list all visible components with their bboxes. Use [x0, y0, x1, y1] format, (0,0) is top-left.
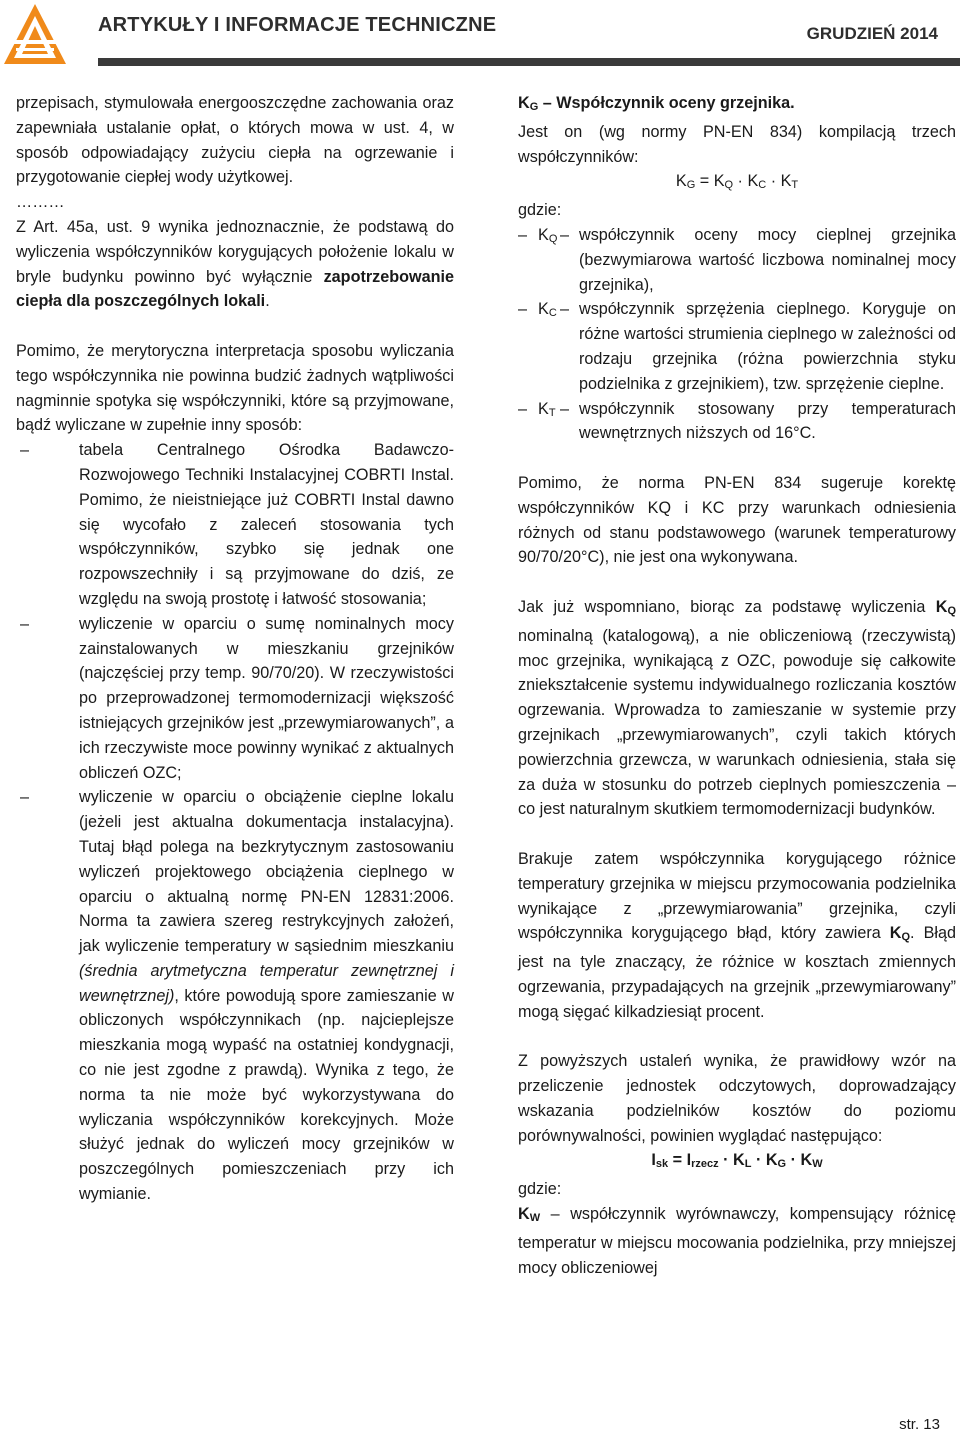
gdzie-label-2: gdzie: — [518, 1180, 562, 1199]
right-p4-start: Brakuje zatem współczynnika korygującego różnice temperatury grzejnika w miejscu przymocowania podzielnika wynikające z „przewymiarowania” grzejnika, czyli współczynnika korygującego błąd, który zawiera — [518, 849, 956, 943]
right-p3-rest: nominalną (katalogową), a nie obliczeniową (rzeczywistą) moc grzejnika, wynikającą z OZC, powoduje się całkowite zniekształcenie systemu indywidualnego rozliczania kosztów ogrzewania. Wprowadza to zamieszanie w systemie przy grzejnikach „przewymiarowanych”, czyli takich których powierzchnia grzewcza, w warunkach odniesienia, stała się za duża w stosunku do potrzeb cieplnych pomieszczenia – co jest naturalnym skutkiem termomodernizacji budynków. — [518, 626, 956, 819]
header-rule — [98, 58, 960, 66]
left-paragraph-2 — [16, 215, 454, 314]
right-p4-rest: . Błąd jest na tyle znaczący, że różnice w kosztach zmiennych ogrzewania, przypadających na grzejnik „przewymiarowany” mogą sięgać kilkadziesiąt procent. — [518, 924, 956, 1021]
kw-definition: $K_W$ – współczynnik wyrównawczy, kompensujący różnicę temperatur w miejscu mocowania podzielnika, przy mniejszej mocy obliczeniowej — [518, 1205, 957, 1277]
page-header — [0, 0, 960, 66]
list-item-text: wyliczenie w oparciu o obciążenie cieplne lokalu (jeżeli jest aktualna dokumentacja instalacyjna). Tutaj błąd polega na bezkrytycznym zastosowaniu wyliczeń projektowego obciążenia cieplnego w oparciu o aktualną normę PN-EN 12831:2006. Norma ta zawiera szereg restrykcyjnych założeń, jak wyliczenie temperatury w sąsiednim mieszkaniu — [79, 788, 454, 956]
left-ellipsis: ……… — [16, 193, 65, 212]
left-p2-end: . — [265, 292, 270, 311]
left-p2-text: Z Art. 45a, ust. 9 wynika jednoznacznie, że podstawą do wyliczenia współczynników korygujących położenie lokalu w bryle budynku powinno być wyłącznie — [16, 217, 454, 286]
right-paragraph-3: Jak już wspomniano, biorąc za podstawę wyliczenia $K_Q$ nominalną (katalogową), a nie obliczeniową (rzeczywistą) moc grzejnika, wynikającą z OZC, powoduje się całkowite zniekształcenie systemu indywidualnego rozliczania kosztów ogrzewania. Wprowadza to zamieszanie w systemie przy grzejnikach „przewymiarowanych”, czyli takich których powierzchnia grzewcza, w warunkach odniesienia, stała się za duża w stosunku do potrzeb cieplnych pomieszczenia – co jest naturalnym skutkiem termomodernizacji budynków. — [518, 597, 956, 819]
header-title: ARTYKUŁY I INFORMACJE TECHNICZNE — [98, 14, 497, 36]
left-paragraph-1: przepisach, stymulowała energooszczędne zachowania oraz zapewniała ustalanie opłat, o których mowa w ust. 4, w sposób odpowiadający zużyciu ciepła na ogrzewanie i przygotowanie ciepłej wody użytkowej. — [16, 94, 454, 187]
list-item: – wyliczenie w oparciu o sumę nominalnych mocy zainstalowanych w mieszkaniu grzejników (najczęściej przy temp. 90/70/20). W rzeczywistości po przeprowadzonej termomodernizacji większość istniejących grzejników jest „przewymiarowanych”, a ich rzeczywiste moce powinny wynikać z aktualnych obliczeń OZC; — [20, 614, 454, 782]
page-number: str. 13 — [899, 1416, 940, 1433]
def-kq: – $K_Q$ – współczynnik oceny mocy cieplnej grzejnika (bezwymiarowa wartość liczbowa nominalnej mocy grzejnika), — [518, 223, 956, 297]
kq-desc: współczynnik oceny mocy cieplnej grzejnika (bezwymiarowa wartość liczbowa nominalnej mocy grzejnika), — [579, 225, 956, 294]
kw-desc: współczynnik wyrównawczy, kompensujący różnicę temperatur w miejscu mocowania podzielnika, przy mniejszej mocy obliczeniowej — [518, 1205, 957, 1277]
left-p2-bold: zapotrzebowanie ciepła dla poszczególnych lokali — [16, 267, 454, 311]
left-dash-list — [16, 438, 454, 1207]
list-item: – tabela Centralnego Ośrodka Badawczo-Rozwojowego Techniki Instalacyjnej COBRTI Instal. Pomimo, że nieistniejące już COBRTI Instal dawno się wycofało z zaleceń stosowania tych współczynników, szybko się jednak one rozpowszechniły i są przyjmowane do dziś, ze względu na swoją prostotę i łatwość stosowania; — [20, 441, 454, 608]
list-item-italic: (średnia arytmetyczna temperatur zewnętrznej i wewnętrznej) — [79, 961, 454, 1005]
def-kc: – $K_C$ – współczynnik sprzężenia cieplnego. Koryguje on różne wartości strumienia cieplnego w zależności od rodzaju grzejnika (różna powierzchnia styku podzielnika z grzejnikiem), tzw. sprzężenie cieplne. — [518, 297, 956, 396]
list-item-text: wyliczenie w oparciu o sumę nominalnych mocy zainstalowanych w mieszkaniu grzejników (najczęściej przy temp. 90/70/20). W rzeczywistości po przeprowadzonej termomodernizacji większość istniejących grzejników jest „przewymiarowanych”, a ich rzeczywiste moce powinny wynikać z aktualnych obliczeń OZC; — [79, 614, 454, 782]
kg-title: Współczynnik oceny grzejnika. — [556, 94, 795, 112]
right-paragraph-2: Pomimo, że norma PN-EN 834 sugeruje korektę współczynników KQ i KC przy warunkach odniesienia różnych od stanu podstawowego (warunek temperaturowy 90/70/20°C), nie jest ona wykonywana. — [518, 473, 956, 567]
right-paragraph-4: Brakuje zatem współczynnika korygującego różnice temperatury grzejnika w miejscu przymocowania podzielnika wynikające z „przewymiarowania” grzejnika, czyli współczynnika korygującego błąd, który zawiera $K_Q$. Błąd jest na tyle znaczący, że różnice w kosztach zmiennych ogrzewania, przypadających na grzejnik „przewymiarowany” mogą sięgać kilkadziesiąt procent. — [518, 849, 956, 1021]
list-item-text-end: , które powodują spore zamieszanie w obliczonych współczynnikach (np. najcieplejsze mieszkania mogą wypaść na ostatniej kondygnacji, co nie jest zgodne z prawdą). Wynika z tego, że norma ta nie może być wykorzystywana do wyliczania współczynników korekcyjnych. Może służyć jednak do wyliczeń mocy grzejników w poszczególnych pomieszczeniach przy ich wymianie. — [79, 986, 454, 1204]
right-paragraph-5: Z powyższych ustaleń wynika, że prawidłowy wzór na przeliczenie jednostek odczytowych, doprowadzający wskazania podzielników kosztów do poziomu porównywalności, powinien wyglądać następująco: — [518, 1052, 956, 1145]
def-kt: – $K_T$ – współczynnik stosowany przy temperaturach wewnętrznych niższych od 16°C. — [518, 397, 956, 447]
kg-heading: $K_G$ – Współczynnik oceny grzejnika. — [518, 94, 795, 113]
kg-formula: $K_G = K_Q \cdot K_C \cdot K_T$ — [675, 172, 799, 192]
list-item: – wyliczenie w oparciu o obciążenie cieplne lokalu (jeżeli jest aktualna dokumentacja instalacyjna). Tutaj błąd polega na bezkrytycznym zastosowaniu wyliczeń projektowego obciążenia cieplnego w oparciu o aktualną normę PN-EN 12831:2006. Norma ta zawiera szereg restrykcyjnych założeń, jak wyliczenie temperatury w sąsiednim mieszkaniu (średnia arytmetyczna temperatur zewnętrznej i wewnętrznej), które powodują spore zamieszanie w obliczonych współczynnikach (np. najcieplejsze mieszkania mogą wypaść na ostatniej kondygnacji, co nie jest zgodne z prawdą). Wynika z tego, że norma ta nie może być wykorzystywana do wyliczania współczynników korekcyjnych. Może służyć jednak do wyliczeń mocy grzejników w poszczególnych pomieszczeniach przy ich wymianie. — [20, 788, 454, 1204]
kg-intro: Jest on (wg normy PN-EN 834) kompilacją trzech współczynników: — [518, 122, 956, 166]
kc-desc: współczynnik sprzężenia cieplnego. Koryguje on różne wartości strumienia cieplnego w zależności od rodzaju grzejnika (różna powierzchnia styku podzielnika z grzejnikiem), tzw. sprzężenie cieplne. — [579, 300, 956, 393]
right-p3-start: Jak już wspomniano, biorąc za podstawę wyliczenia — [518, 597, 936, 616]
triangle-logo-icon — [2, 2, 68, 66]
gdzie-label: gdzie: — [518, 201, 562, 220]
left-column — [16, 91, 454, 1207]
list-item-text: tabela Centralnego Ośrodka Badawczo-Rozwojowego Techniki Instalacyjnej COBRTI Instal. Pomimo, że nieistniejące już COBRTI Instal dawno się wycofało z zaleceń stosowania tych współczynników, szybko się jednak one rozpowszechniły i są przyjmowane do dziś, ze względu na swoją prostotę i łatwość stosowania; — [79, 441, 454, 608]
kt-desc: współczynnik stosowany przy temperaturach wewnętrznych niższych od 16°C. — [579, 399, 956, 443]
isk-formula: $I_{sk} = I_{rzecz} \cdot K_L \cdot K_G \cdot K_W$ — [651, 1151, 823, 1171]
right-column — [518, 91, 956, 1280]
header-date: GRUDZIEŃ 2014 — [806, 24, 938, 43]
left-paragraph-3: Pomimo, że merytoryczna interpretacja sposobu wyliczania tego współczynnika nie powinna budzić żadnych wątpliwości nagminnie spotyka się współczynniki, które są przyjmowane, bądź wyliczane w zupełnie inny sposób: — [16, 341, 454, 435]
